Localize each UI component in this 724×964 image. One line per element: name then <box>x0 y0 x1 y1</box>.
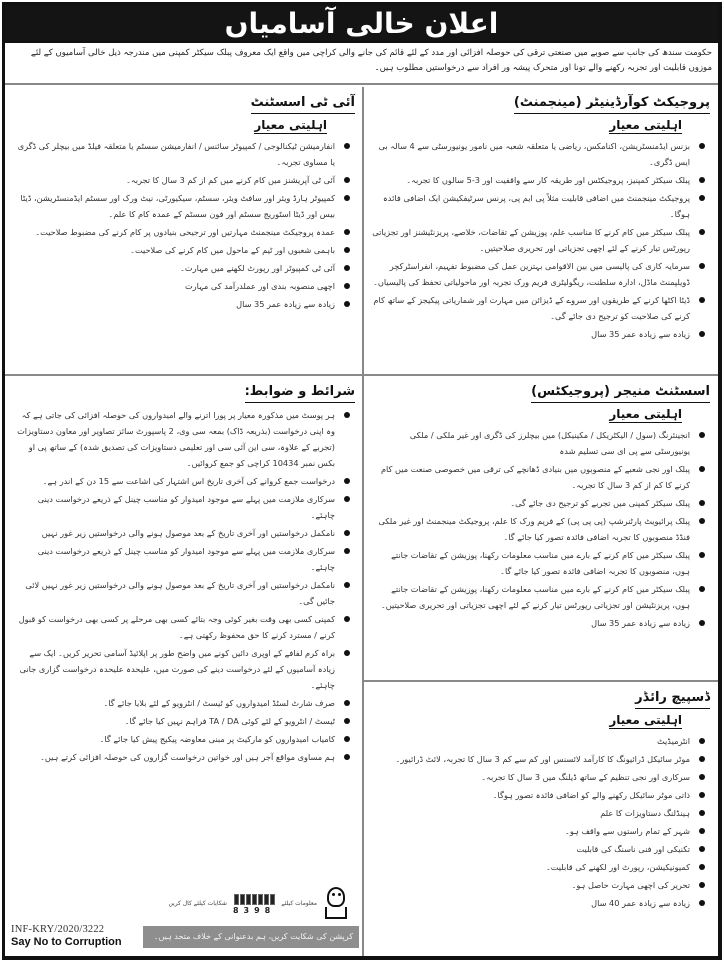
terms-title: شرائط و ضوابط: <box>245 383 355 403</box>
criteria-heading: اہلیتی معیار <box>254 118 327 132</box>
criteria-heading: اہلیتی معیار <box>609 407 682 421</box>
list-item: پبلک سیکٹر میں کام کرنے کے بارے میں مناسب معلومات رکھنا، پوزیشن کے تقاضات جانتے ہوں، منصوبوں کا تجربہ اضافی فائدہ تصور کیا جائے گا۔ <box>372 547 710 579</box>
list-item: براہ کرم لفافے کے اوپری دائیں کونے میں واضح طور پر اپلائیڈ آسامی تحریر کریں۔ ایک سے زیادہ آسامیوں کے لئے درخواست دینے کی صورت میں، علیحدہ علیحدہ درخواست گزاری جانی چاہئے۔ <box>13 645 355 693</box>
list-item: موٹر سائیکل ڈرائیونگ کا کارآمد لائسنس اور کم سے کم 3 سال کا تجربہ، لائٹ ڈرائیور۔ <box>372 751 710 767</box>
list-item: ہم مساوی مواقع آجر ہیں اور خواتین درخواست گزاروں کی حوصلہ افزائی کرتے ہیں۔ <box>13 749 355 765</box>
list-item: ذاتی موٹر سائیکل رکھنے والے کو اضافی فائدہ تصور ہوگا۔ <box>372 787 710 803</box>
list-item: ڈیٹا اکٹھا کرنے کے طریقوں اور سروے کے ڈیزائن میں مہارت اور شماریاتی پیکیجز کے ساتھ کام کرنے کی صلاحیت کو ترجیح دی جائے گی۔ <box>372 292 710 324</box>
reference-number: INF-KRY/2020/3222 <box>11 924 105 935</box>
list-item: نامکمل درخواستیں اور آخری تاریخ کے بعد موصول ہونے والی درخواستیں زیر غور نہیں <box>13 525 355 541</box>
terms-list <box>13 407 355 765</box>
list-item: زیادہ سے زیادہ عمر 35 سال <box>13 296 355 312</box>
list-item: باہمی شعبوں اور ٹیم کے ماحول میں کام کرنے کی صلاحیت۔ <box>13 242 355 258</box>
left-column <box>5 87 363 956</box>
list-item: پبلک اور نجی شعبے کے منصوبوں میں بنیادی ڈھانچے کی ترقی میں خصوصی صنعت میں کام کرنے کا کم از کم 3 سال کا تجربہ۔ <box>372 461 710 493</box>
helpline-stamp <box>129 884 349 924</box>
section-it-assistant <box>5 87 363 374</box>
criteria-heading: اہلیتی معیار <box>609 713 682 727</box>
barcode-icon <box>234 894 275 905</box>
section-dispatch-rider <box>364 680 718 956</box>
list-item: عمدہ پروجیکٹ مینجمنٹ مہارتیں اور ترجیحی بنیادوں پر کام کرنے کی مضبوط صلاحیت۔ <box>13 224 355 240</box>
helpline-number: 8398 <box>232 905 276 915</box>
job-title: اسسٹنٹ منیجر (پروجیکٹس) <box>531 383 710 403</box>
list-item: انٹرمیڈیٹ <box>372 733 710 749</box>
list-item: کمپنی کسی بھی وقت بغیر کوئی وجہ بتائے کسی بھی مرحلے پر کسی بھی درخواست کو قبول کرنے / مسترد کرنے کا حق محفوظ رکھتی ہے۔ <box>13 611 355 643</box>
helpline-caption: شکایات کیلئے کال کریں <box>168 900 227 907</box>
list-item: پبلک سیکٹر میں کام کرنے کے بارے میں مناسب معلومات رکھنا، پوزیشن کے تقاضات جانتے ہوں، پریزنٹیشن اور تجزیاتی رپورٹس تیار کرنے کے لئے اچھی تجزیاتی اور تحریری صلاحیتیں۔ <box>372 581 710 613</box>
anti-corruption-slogan: Say No to Corruption <box>11 936 122 948</box>
section-terms-conditions <box>5 374 363 876</box>
list-item: سرمایہ کاری کی پالیسی میں بین الاقوامی بہترین عمل کی مضبوط تفہیم، انفراسٹرکچر ڈویلپمنٹ ماڈل، ادارہ سلطنت، ریگولیٹری فریم ورک تجربہ اور ماحولیاتی تحفظ کی پالیسیاں۔ <box>372 258 710 290</box>
list-item: ہر پوسٹ میں مذکورہ معیار پر پورا اترنے والے امیدواروں کی حوصلہ افزائی کی جاتی ہے کہ وہ اپنی درخواست (بذریعہ ڈاک) بمعہ سی وی، 2 پاسپورٹ سائز تصاویر اور معاون دستاویزات (تجربے کے علاوہ، سی این آئی سی اور تعلیمی دستاویزات کی تصدیق شدہ) کے ساتھ پی او بکس نمبر 10434 کراچی کو جمع کروائیں۔ <box>13 407 355 471</box>
helpline-barcode <box>233 894 275 915</box>
job-title: پروجیکٹ کوآرڈینیٹر (مینجمنٹ) <box>514 94 710 114</box>
right-column <box>362 87 718 956</box>
list-item: پبلک سیکٹر کمپنی میں تجربے کو ترجیح دی جائے گی۔ <box>372 495 710 511</box>
list-item: شہر کے تمام راستوں سے واقف ہو۔ <box>372 823 710 839</box>
job-title: آئی ٹی اسسٹنٹ <box>251 94 355 114</box>
job-title: ڈسپیچ رائڈر <box>635 689 710 709</box>
section-project-coordinator <box>364 87 718 374</box>
intro-paragraph: حکومت سندھ کی جانب سے صوبے میں صنعتی ترقی کی حوصلہ افزائی اور مدد کے لئے قائم کی جانے والی کراچی میں واقع ایک معروف پبلک سیکٹر کمپنی میں مندرجہ ذیل خالی آسامیوں کے لئے موزوں قابلیت اور تجربہ رکھنے والے تونا اور متحرک پیشہ ور افراد سے درخواستیں مطلوب ہیں۔ <box>5 43 718 85</box>
list-item: پبلک سیکٹر میں کام کرنے کا مناسب علم، پوزیشن کے تقاضات، خلاصے، پریزنٹیشنز اور تجزیاتی رپورٹس تیار کرنے کے لئے اچھی تجزیاتی اور تحریری صلاحیتیں۔ <box>372 224 710 256</box>
criteria-list <box>372 427 710 631</box>
list-item: زیادہ سے زیادہ عمر 40 سال <box>372 895 710 911</box>
list-item: تکنیکی اور فنی ناسنگ کی قابلیت <box>372 841 710 857</box>
list-item: کامیاب امیدواروں کو مارکیٹ پر مبنی معاوضہ پیکیج پیش کیا جائے گا۔ <box>13 731 355 747</box>
criteria-list <box>372 733 710 911</box>
list-item: آئی ٹی آپریشنز میں کام کرنے میں کم از کم 3 سال کا تجربہ۔ <box>13 172 355 188</box>
list-item: پروجیکٹ مینجمنٹ میں اضافی قابلیت مثلاً پی ایم پی، پرنس سرٹیفکیشن ایک اضافی فائدہ ہوگا۔ <box>372 190 710 222</box>
list-item: نامکمل درخواستیں اور آخری تاریخ کے بعد موصول ہونے والی درخواستیں زیر غور نہیں لائی جائیں گی۔ <box>13 577 355 609</box>
list-item: ہینڈلنگ دستاویزات کا علم <box>372 805 710 821</box>
job-advertisement <box>2 2 722 960</box>
list-item: پبلک پرائیویٹ پارٹنرشپ (پی پی پی) کے فریم ورک کا علم، پروجیکٹ مینجمنٹ اور غیر ملکی فنڈڈ منصوبوں کا تجربہ اضافی فائدہ تصور کیا جائے گا۔ <box>372 513 710 545</box>
list-item: صرف شارٹ لسٹڈ امیدواروں کو ٹیسٹ / انٹرویو کے لئے بلایا جائے گا۔ <box>13 695 355 711</box>
criteria-list <box>372 138 710 342</box>
list-item: آئی ٹی کمپیوٹر اور رپورٹ لکھنے میں مہارت۔ <box>13 260 355 276</box>
list-item: اچھی منصوبہ بندی اور عملدرآمد کی مہارت <box>13 278 355 294</box>
list-item: سرکاری ملازمت میں پہلے سے موجود امیدوار کو مناسب چینل کے ذریعے درخواست دینی چاہئے۔ <box>13 543 355 575</box>
list-item: زیادہ سے زیادہ عمر 35 سال <box>372 326 710 342</box>
list-item: انجینئرنگ (سول / الیکٹریکل / مکینیکل) میں بیچلرز کی ڈگری اور غیر ملکی / ملکی یونیورسٹی سے پی ای سی تسلیم شدہ <box>372 427 710 459</box>
list-item: بزنس ایڈمنسٹریشن، اکنامکس، ریاضی یا متعلقہ شعبہ میں نامور یونیورسٹی سے 4 سالہ بی ایس ڈگری۔ <box>372 138 710 170</box>
list-item: کمیونیکیشن، رپورٹ اور لکھنے کی قابلیت۔ <box>372 859 710 875</box>
anti-corruption-band: کرپشن کی شکایت کریں، ہم بدعنوانی کے خلاف متحد ہیں۔ <box>143 926 359 948</box>
list-item: کمپیوٹر ہارڈ ویئر اور سافٹ ویئر، سسٹم، سیکیورٹی، نیٹ ورک اور سسٹم ایڈمنسٹریشن، ڈیٹا بیس اور ڈیٹا اسٹوریج سسٹم اور فون سسٹم کے عمدہ کام کا علم۔ <box>13 190 355 222</box>
banner-title: اعلان خالی آسامیاں <box>5 5 718 43</box>
criteria-heading: اہلیتی معیار <box>609 118 682 132</box>
list-item: درخواست جمع کروانے کی آخری تاریخ اس اشتہار کی اشاعت سے 15 دن کے اندر ہے۔ <box>13 473 355 489</box>
footer <box>5 876 363 956</box>
list-item: تحریر کی اچھی مہارت حاصل ہو۔ <box>372 877 710 893</box>
criteria-list <box>13 138 355 312</box>
list-item: زیادہ سے زیادہ عمر 35 سال <box>372 615 710 631</box>
list-item: سرکاری ملازمت میں پہلے سے موجود امیدوار کو مناسب چینل کے ذریعے درخواست دینی چاہئے۔ <box>13 491 355 523</box>
reference-block <box>11 924 122 948</box>
list-item: پبلک سیکٹر کمپنیز، پروجیکٹس اور طریقہ کار سے واقفیت اور 3-5 سالوں کا تجربہ۔ <box>372 172 710 188</box>
list-item: سرکاری اور نجی تنظیم کے ساتھ ڈیلنگ میں 3 سال کا تجربہ۔ <box>372 769 710 785</box>
list-item: ٹیسٹ / انٹرویو کے لئے کوئی TA / DA فراہم نہیں کیا جائے گا۔ <box>13 713 355 729</box>
list-item: انفارمیشن ٹیکنالوجی / کمپیوٹر سائنس / انفارمیشن سسٹم یا متعلقہ فیلڈ میں بیچلر کی ڈگری یا مساوی تجربہ۔ <box>13 138 355 170</box>
helpline-caption: معلومات کیلئے <box>281 900 317 907</box>
content-grid <box>5 87 718 956</box>
mascot-icon <box>323 887 349 921</box>
section-assistant-manager <box>364 374 718 680</box>
